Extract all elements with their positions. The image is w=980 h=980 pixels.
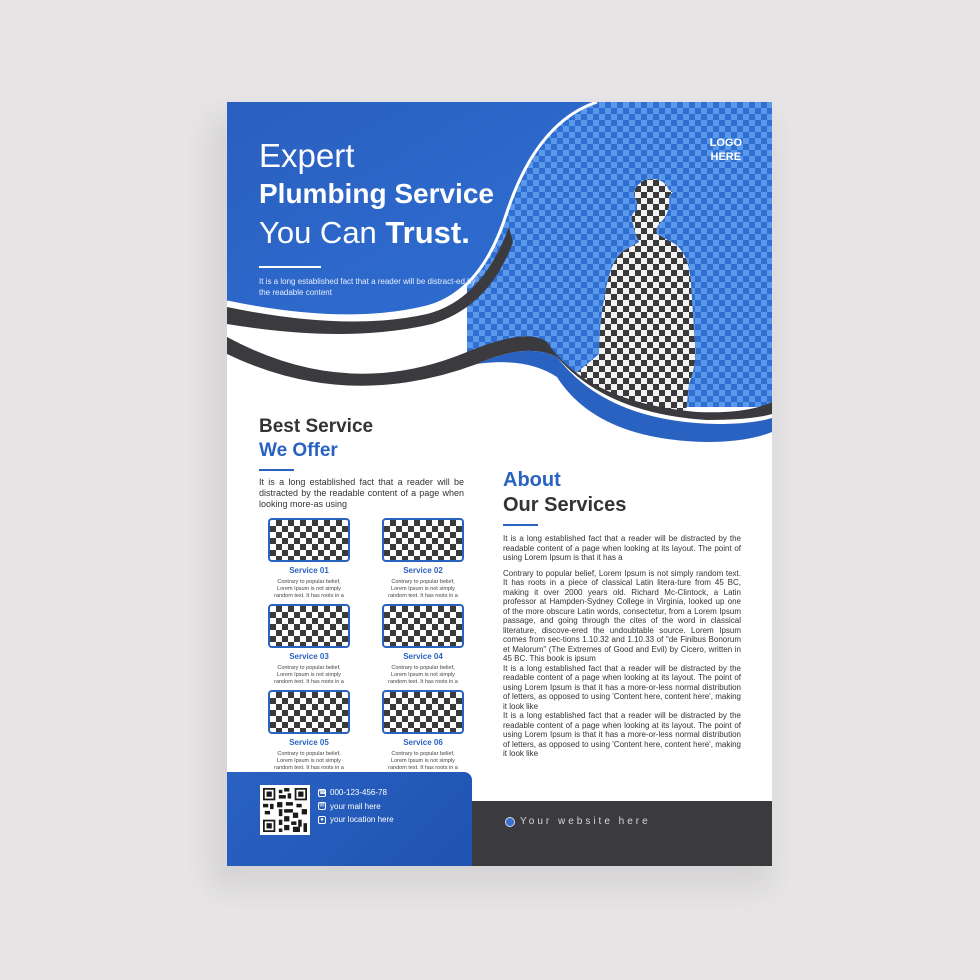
hero-line-3-bold: Trust. [385, 215, 470, 250]
service-card [259, 518, 359, 600]
flyer [227, 102, 772, 866]
about-subheading: Our Services [503, 494, 627, 516]
hero-line-1: Expert [259, 137, 355, 174]
website-link [505, 816, 651, 827]
services-grid [259, 518, 469, 772]
hero-line-3-regular: You Can [259, 215, 386, 250]
service-title: Service 02 [403, 566, 443, 575]
about-paragraph: Contrary to popular belief, Lorem Ipsum is not simply random text. It has roots in a piece of classical Latin litera-ture from 45 BC, making it over 2000 years old. Richard Mc-Clintock, a Latin professor at Hampden-Sydney College in Virginia, looked up one of the more obscure Latin words, consectetur, from a Lorem Ipsum passage, and going through the cites of the word in classical literature, discove-ered the undoubtable source. Lorem Ipsum comes from sec-tions 1.10.32 and 1.10.33 of "de Finibus Bonorum et Malorum" (The Extremes of Good and Evil) by Cicero, written in 45 BC. This book is ipsum [503, 568, 741, 663]
best-service-heading: Best Service [259, 416, 374, 437]
service-description: Contrary to popular belief, Lorem Ipsum is not simply random text. It has roots in a [388, 579, 458, 599]
about-paragraph: It is a long established fact that a reader will be distracted by the readable content of a page when looking at its layout. The point of using Lorem Ipsum is that it has a [503, 534, 741, 562]
service-title: Service 03 [289, 652, 329, 661]
about-section [503, 468, 741, 759]
service-title: Service 04 [403, 652, 443, 661]
best-service-section [259, 415, 464, 510]
about-heading: About [503, 469, 561, 491]
hero-heading [259, 136, 494, 298]
about-divider [503, 524, 538, 526]
service-title: Service 06 [403, 738, 443, 747]
service-image-placeholder [382, 518, 464, 562]
contact-location-text: your location here [330, 815, 394, 825]
contact-location [318, 813, 394, 827]
service-card [259, 690, 359, 772]
location-icon: ● [318, 816, 326, 824]
hero-line-3 [259, 212, 494, 254]
service-card [259, 604, 359, 686]
service-title: Service 05 [289, 738, 329, 747]
service-description: Contrary to popular belief, Lorem Ipsum is not simply random text. It has roots in a [388, 665, 458, 685]
hero-divider [259, 266, 321, 268]
service-card [373, 604, 473, 686]
best-service-divider [259, 469, 294, 471]
service-description: Contrary to popular belief, Lorem Ipsum is not simply random text. It has roots in a [274, 751, 344, 771]
about-paragraph: It is a long established fact that a reader will be distracted by the readable content of a page when looking at its layout. The point of using Lorem Ipsum is that it has a more-or-less normal distribution of letters, as opposed to using 'Content here, content here', making it look like [503, 711, 741, 758]
service-image-placeholder [268, 604, 350, 648]
website-text: Your website here [520, 816, 651, 827]
service-image-placeholder [382, 690, 464, 734]
service-description: Contrary to popular belief, Lorem Ipsum is not simply random text. It has roots in a [274, 665, 344, 685]
service-image-placeholder [268, 690, 350, 734]
service-image-placeholder [268, 518, 350, 562]
hero-line-2: Plumbing Service [259, 178, 494, 209]
logo-line-1: LOGO [709, 137, 742, 149]
logo-placeholder [710, 136, 742, 164]
contact-list [318, 786, 394, 827]
qr-code [260, 785, 310, 835]
contact-email [318, 800, 394, 814]
service-card [373, 690, 473, 772]
mail-icon: ✉ [319, 803, 325, 810]
contact-phone-text: 000-123-456-78 [330, 788, 387, 798]
service-description: Contrary to popular belief, Lorem Ipsum is not simply random text. It has roots in a [274, 579, 344, 599]
globe-icon [505, 817, 515, 827]
service-card [373, 518, 473, 600]
about-paragraph: It is a long established fact that a reader will be distracted by the readable content of a page when looking at its layout. The point of using Lorem Ipsum is that it has a more-or-less normal distribution of letters, as opposed to using 'Content here, content here', making it look like [503, 663, 741, 711]
contact-email-text: your mail here [330, 801, 381, 811]
hero-subtitle: It is a long established fact that a reader will be distract-ed by the readable content [259, 277, 476, 297]
service-image-placeholder [382, 604, 464, 648]
phone-icon: ☎ [319, 789, 327, 796]
service-description: Contrary to popular belief, Lorem Ipsum is not simply random text. It has roots in a [388, 751, 458, 771]
logo-line-2: HERE [710, 151, 742, 163]
service-title: Service 01 [289, 566, 329, 575]
best-service-subheading: We Offer [259, 440, 338, 461]
best-service-paragraph: It is a long established fact that a reader will be distracted by the readable content of a page when looking more-as using [259, 477, 464, 509]
contact-phone [318, 786, 394, 800]
